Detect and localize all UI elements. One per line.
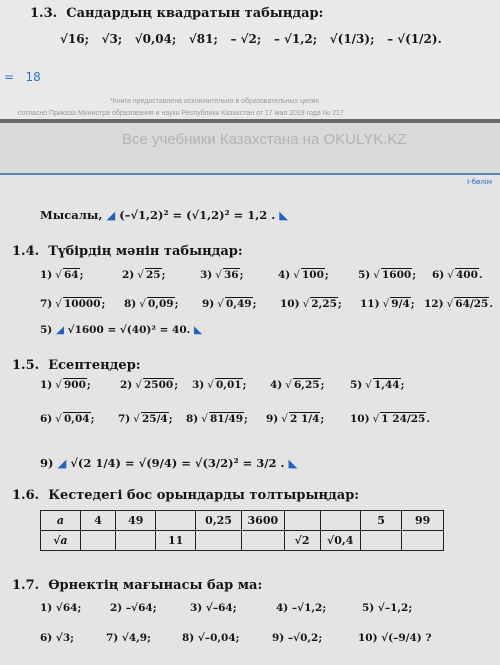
section-rule — [0, 173, 500, 175]
answer-expression: √1600 = √(40)² = 40. — [67, 324, 191, 336]
radicand: 0,49 — [225, 298, 252, 310]
exercise-number: 1.3. — [30, 6, 58, 21]
item: – √1,2; — [273, 32, 318, 46]
table-cell: 4 — [80, 511, 116, 531]
exercise-1-3-items — [60, 32, 442, 46]
exercise-1-4-heading — [12, 244, 243, 259]
table-cell[interactable] — [284, 511, 320, 531]
item-number: 1) — [40, 379, 53, 391]
item-number: 2) — [122, 269, 135, 281]
table-cell: 11 — [156, 531, 196, 551]
exercise-1-4-item: 9) √ 0,49; — [202, 298, 257, 310]
item-number: 9) — [40, 456, 54, 470]
exercise-1-4-answer — [40, 324, 202, 336]
exercise-1-4-item: 3) √ 36; — [200, 269, 244, 281]
table-cell: 0,25 — [196, 511, 242, 531]
item-number: 8) — [186, 413, 199, 425]
exercise-1-5-item: 2) √ 2500; — [120, 379, 179, 391]
table-cell[interactable] — [402, 531, 444, 551]
item: √16; — [60, 32, 90, 46]
item: – √2; — [230, 32, 262, 46]
example-label: Мысалы, — [40, 208, 103, 222]
table-cell: √2 — [284, 531, 320, 551]
exercise-number: 1.4. — [12, 244, 40, 259]
item-number: 3) — [200, 269, 213, 281]
radicand: 25 — [145, 269, 161, 281]
radicand: 1,44 — [373, 379, 400, 391]
radicand: 10000 — [63, 298, 101, 310]
exercise-1-7-item: 10) √(–9/4) ? — [358, 632, 432, 644]
triangle-right-icon: ◢ — [55, 324, 65, 336]
item-number: 12) — [424, 298, 444, 310]
triangle-left-icon: ◣ — [288, 456, 298, 470]
table-cell[interactable] — [116, 531, 156, 551]
radicand: 81/49 — [209, 413, 244, 425]
exercise-1-5-item: 10) √ 1 24/25. — [350, 413, 430, 425]
table-cell[interactable] — [156, 511, 196, 531]
radicand: 1 24/25 — [381, 413, 426, 425]
exercise-1-7-item: 3) √–64; — [190, 602, 237, 614]
exercise-1-5-heading — [12, 358, 141, 373]
exercise-1-7-item: 9) –√0,2; — [272, 632, 323, 644]
item-number: 6) — [40, 413, 53, 425]
table-cell[interactable] — [80, 531, 116, 551]
table-cell: 49 — [116, 511, 156, 531]
exercise-1-4-item: 5) √ 1600; — [358, 269, 417, 281]
radicand: 0,01 — [215, 379, 242, 391]
notice-line-1: *Книга предоставлена исключительно в образовательных целях — [110, 98, 319, 105]
item: √3; — [101, 32, 123, 46]
table-cell: 99 — [402, 511, 444, 531]
radicand: 0,09 — [147, 298, 174, 310]
exercise-1-4-item: 6) √ 400. — [432, 269, 483, 281]
item-number: 4) — [270, 379, 283, 391]
exercise-title: Есептеңдер: — [48, 358, 141, 373]
table-cell: √a — [41, 531, 81, 551]
exercise-title: Өрнектің мағынасы бар ма: — [48, 578, 263, 593]
page-number: 18 — [25, 70, 41, 84]
exercise-1-6-heading — [12, 488, 359, 503]
item-number: 8) — [124, 298, 137, 310]
answer-expression: √(2 1/4) = √(9/4) = √(3/2)² = 3/2 . — [70, 456, 285, 470]
triangle-right-icon: ◢ — [106, 208, 116, 222]
exercise-1-3-heading — [30, 6, 323, 21]
exercise-1-7-item: 1) √64; — [40, 602, 82, 614]
item-number: 7) — [40, 298, 53, 310]
exercise-1-4-item: 11) √ 9/4; — [360, 298, 415, 310]
exercise-1-7-item: 2) –√64; — [110, 602, 157, 614]
table-row-sqrt-a — [41, 531, 444, 551]
equals-icon: = — [4, 70, 15, 84]
radicand: 9/4 — [391, 298, 410, 310]
exercise-1-5-item: 1) √ 900; — [40, 379, 91, 391]
table-cell[interactable] — [320, 511, 360, 531]
exercise-1-5-item: 4) √ 6,25; — [270, 379, 325, 391]
table-cell[interactable] — [242, 531, 284, 551]
example-line — [40, 208, 288, 222]
radicand: 36 — [223, 269, 239, 281]
table-cell: a — [41, 511, 81, 531]
radicand: 6,25 — [293, 379, 320, 391]
exercise-1-5-item: 3) √ 0,01; — [192, 379, 247, 391]
notice-line-2: согласно Приказа Министра образования и науки Республики Казахстан от 17 мая 2019 года № 217 — [18, 110, 344, 117]
exercise-1-7-item: 4) –√1,2; — [276, 602, 327, 614]
item-number: 11) — [360, 298, 380, 310]
exercise-number: 1.6. — [12, 488, 40, 503]
exercise-1-4-item: 8) √ 0,09; — [124, 298, 179, 310]
item: √(1/3); — [329, 32, 375, 46]
item-number: 4) — [278, 269, 291, 281]
item: √81; — [188, 32, 218, 46]
radicand: 2 1/4 — [289, 413, 320, 425]
exercise-1-7-item: 5) √–1,2; — [362, 602, 413, 614]
exercise-1-4-item: 7) √ 10000; — [40, 298, 106, 310]
item-number: 10) — [280, 298, 300, 310]
values-table — [40, 510, 444, 551]
exercise-1-5-item: 6) √ 0,04; — [40, 413, 95, 425]
example-expression: (–√1,2)² = (√1,2)² = 1,2 . — [119, 208, 276, 222]
item-number: 5) — [40, 324, 53, 336]
radicand: 1600 — [381, 269, 412, 281]
item-number: 9) — [202, 298, 215, 310]
item-number: 6) — [432, 269, 445, 281]
exercise-number: 1.5. — [12, 358, 40, 373]
exercise-title: Түбірдің мәнін табыңдар: — [48, 244, 243, 259]
exercise-1-5-item: 9) √ 2 1/4; — [266, 413, 325, 425]
table-cell[interactable] — [196, 531, 242, 551]
item: √0,04; — [134, 32, 177, 46]
exercise-1-5-item: 7) √ 25/4; — [118, 413, 173, 425]
page-number-marker — [4, 70, 41, 84]
exercise-1-5-item: 5) √ 1,44; — [350, 379, 405, 391]
item-number: 10) — [350, 413, 370, 425]
item-number: 9) — [266, 413, 279, 425]
radicand: 900 — [63, 379, 86, 391]
radicand: 100 — [301, 269, 324, 281]
table-row-a — [41, 511, 444, 531]
item: – √(1/2). — [387, 32, 442, 46]
exercise-1-7-item: 7) √4,9; — [106, 632, 151, 644]
triangle-right-icon: ◢ — [57, 456, 67, 470]
exercise-title: Сандардың квадратын табыңдар: — [66, 6, 324, 21]
exercise-1-7-item: 8) √–0,04; — [182, 632, 240, 644]
table-cell[interactable] — [360, 531, 401, 551]
exercise-title: Кестедегі бос орындарды толтырыңдар: — [48, 488, 360, 503]
triangle-left-icon: ◣ — [279, 208, 289, 222]
item-number: 5) — [350, 379, 363, 391]
exercise-1-4-item: 2) √ 25; — [122, 269, 166, 281]
section-tag: I-бөлім — [467, 178, 492, 186]
exercise-1-4-item: 4) √ 100; — [278, 269, 329, 281]
exercise-number: 1.7. — [12, 578, 40, 593]
radicand: 0,04 — [63, 413, 90, 425]
exercise-1-7-heading — [12, 578, 262, 593]
table-cell: 5 — [360, 511, 401, 531]
item-number: 3) — [192, 379, 205, 391]
item-number: 2) — [120, 379, 133, 391]
radicand: 64 — [63, 269, 79, 281]
radicand: 25/4 — [141, 413, 168, 425]
exercise-1-5-item: 8) √ 81/49; — [186, 413, 248, 425]
exercise-1-4-item: 1) √ 64; — [40, 269, 84, 281]
table-cell: √0,4 — [320, 531, 360, 551]
exercise-1-4-item: 10) √ 2,25; — [280, 298, 342, 310]
radicand: 2,25 — [311, 298, 337, 310]
radicand: 400 — [455, 269, 478, 281]
watermark-text: Все учебники Казахстана на OKULYK.KZ — [122, 131, 407, 148]
item-number: 7) — [118, 413, 131, 425]
item-number: 5) — [358, 269, 371, 281]
item-number: 1) — [40, 269, 53, 281]
exercise-1-5-answer — [40, 456, 297, 470]
triangle-left-icon: ◣ — [194, 324, 203, 336]
radicand: 64/25 — [455, 298, 489, 310]
exercise-1-4-item: 12) √ 64/25. — [424, 298, 494, 310]
radicand: 2500 — [143, 379, 174, 391]
exercise-1-7-item: 6) √3; — [40, 632, 75, 644]
table-cell: 3600 — [242, 511, 284, 531]
